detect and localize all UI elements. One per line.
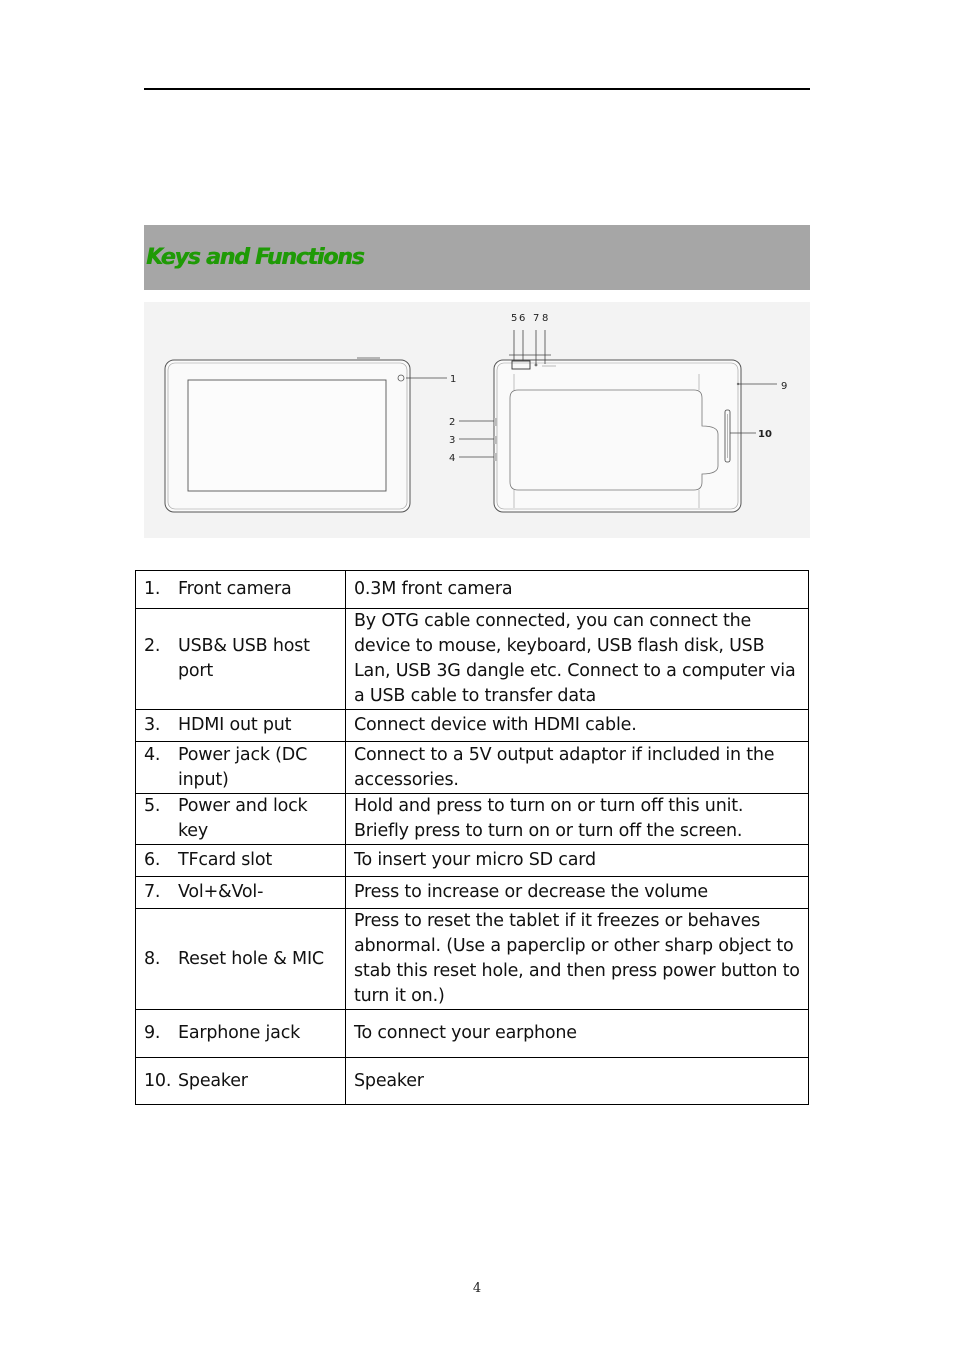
key-name: Earphone jack — [178, 1023, 301, 1043]
table-row — [136, 845, 809, 877]
key-cell — [136, 571, 346, 609]
row-number: 10. — [144, 1070, 172, 1091]
key-name: USB& USB host port — [178, 636, 310, 681]
function-description: 0.3M front camera — [346, 571, 809, 609]
callout-1: 1 — [450, 374, 457, 385]
function-description: Speaker — [346, 1058, 809, 1105]
function-description: Press to increase or decrease the volume — [346, 877, 809, 909]
callout-3: 3 — [449, 435, 456, 446]
row-number: 1. — [144, 579, 161, 599]
key-cell — [136, 710, 346, 742]
section-banner — [144, 225, 810, 290]
callout-6: 6 — [519, 313, 526, 324]
row-number: 9. — [144, 1023, 161, 1043]
table-row — [136, 1058, 809, 1105]
key-cell — [136, 845, 346, 877]
key-name: Power jack (DC input) — [178, 744, 308, 790]
function-description: To insert your micro SD card — [346, 845, 809, 877]
key-name: Speaker — [178, 1070, 248, 1091]
callout-2: 2 — [449, 417, 456, 428]
key-name: Vol+&Vol- — [178, 882, 264, 902]
function-description: Connect to a 5V output adaptor if included in the accessories. — [346, 742, 809, 794]
key-name: Front camera — [178, 579, 292, 599]
key-cell — [136, 877, 346, 909]
row-number: 7. — [144, 882, 161, 902]
row-number: 6. — [144, 850, 161, 870]
callout-7: 7 — [533, 313, 540, 324]
function-description: Connect device with HDMI cable. — [346, 710, 809, 742]
row-number: 3. — [144, 715, 161, 735]
keys-functions-table — [135, 570, 809, 1105]
device-diagram — [144, 302, 810, 538]
key-name: Reset hole & MIC — [178, 948, 324, 969]
table-row — [136, 609, 809, 710]
key-cell — [136, 609, 346, 710]
function-description: Press to reset the tablet if it freezes or behaves abnormal. (Use a paperclip or other sharp object to stab this reset hole, and then press power button to turn it on.) — [346, 909, 809, 1010]
table-row — [136, 742, 809, 794]
tablet-front-view — [165, 358, 447, 512]
key-cell — [136, 909, 346, 1010]
key-name: HDMI out put — [178, 715, 292, 735]
row-number: 5. — [144, 796, 161, 816]
key-name: Power and lock key — [178, 796, 308, 841]
row-number: 4. — [144, 744, 161, 765]
section-title: Keys and Functions — [146, 245, 364, 270]
function-description: By OTG cable connected, you can connect the device to mouse, keyboard, USB flash disk, USB Lan, USB 3G dangle etc. Connect to a computer via a USB cable to transfer data — [346, 609, 809, 710]
table-row — [136, 1010, 809, 1058]
callout-9: 9 — [781, 381, 788, 392]
callout-4: 4 — [449, 453, 456, 464]
table-row — [136, 909, 809, 1010]
table-row — [136, 710, 809, 742]
callout-8: 8 — [542, 313, 549, 324]
key-cell — [136, 794, 346, 845]
key-name: TFcard slot — [178, 850, 273, 870]
key-cell — [136, 1010, 346, 1058]
function-description: Hold and press to turn on or turn off this unit. Briefly press to turn on or turn off the screen. — [346, 794, 809, 845]
key-cell — [136, 1058, 346, 1105]
callout-5: 5 — [511, 313, 518, 324]
table-row — [136, 571, 809, 609]
page-number: 4 — [472, 1281, 482, 1296]
table-row — [136, 877, 809, 909]
row-number: 8. — [144, 948, 161, 969]
key-cell — [136, 742, 346, 794]
row-number: 2. — [144, 636, 161, 656]
header-rule — [144, 88, 810, 90]
table-row — [136, 794, 809, 845]
function-description: To connect your earphone — [346, 1010, 809, 1058]
callout-10: 10 — [758, 429, 772, 440]
